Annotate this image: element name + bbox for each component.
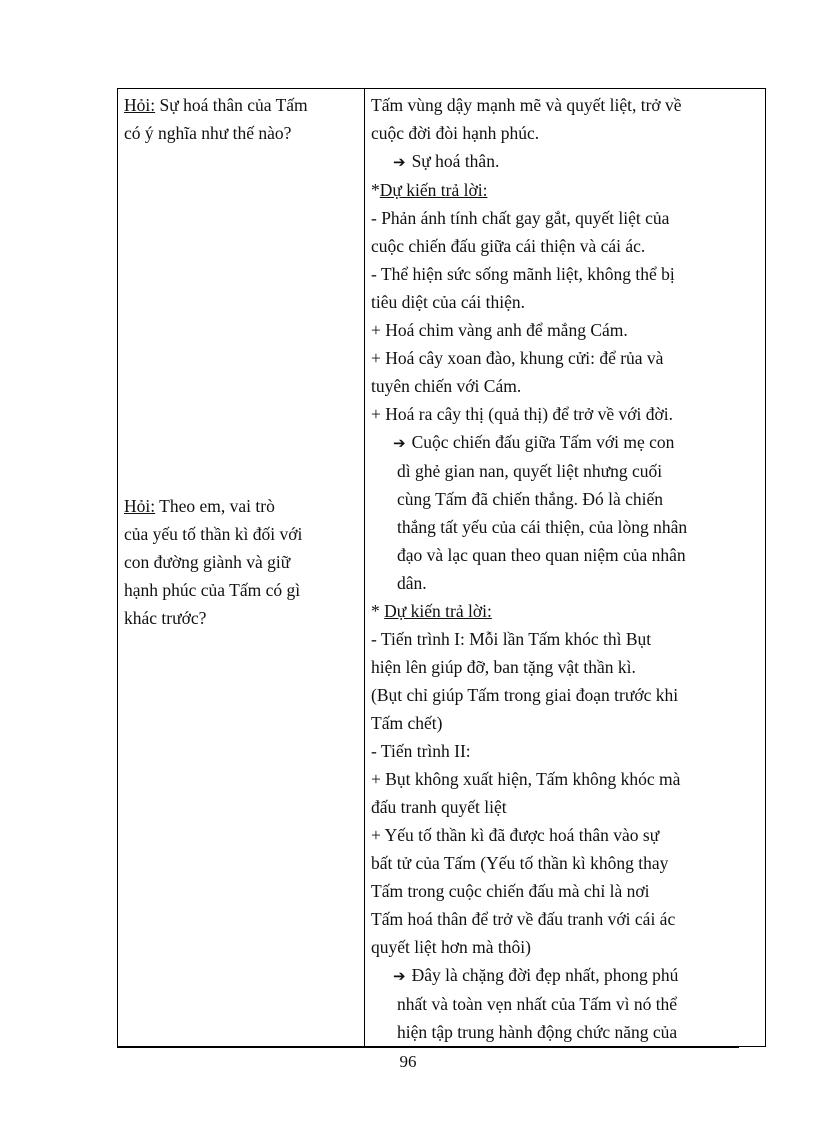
conclusion-text: Đây là chặng đời đẹp nhất, phong phú <box>411 965 679 985</box>
question-2-line-3: con đường giành và giữ <box>124 552 291 572</box>
asterisk-marker: * <box>371 601 385 621</box>
question-2-line-1 <box>124 492 358 520</box>
answer-line: + Hoá cây xoan đào, khung cửi: để rủa và <box>371 348 664 368</box>
page-number: 96 <box>399 1052 417 1071</box>
expected-answer-heading <box>371 597 759 625</box>
answer-column <box>365 89 766 1047</box>
answer-line: tiêu diệt của cái thiện. <box>371 292 526 312</box>
arrow-right-icon: ➔ <box>393 967 406 985</box>
arrow-right-icon: ➔ <box>393 153 406 171</box>
expected-answer-label: Dự kiến trả lời: <box>384 601 492 621</box>
question-column <box>118 89 365 1047</box>
answer-line: + Hoá ra cây thị (quả thị) để trở về với đời. <box>371 404 673 424</box>
question-1-line-2: có ý nghĩa như thế nào? <box>124 123 292 143</box>
question-2-line-2: của yếu tố thần kì đối với <box>124 524 303 544</box>
conclusion-line: nhất và toàn vẹn nhất của Tấm vì nó thể <box>397 994 678 1014</box>
question-2-line-5: khác trước? <box>124 608 207 628</box>
answer-line: quyết liệt hơn mà thôi) <box>371 937 531 957</box>
question-2-line-4: hạnh phúc của Tấm có gì <box>124 580 301 600</box>
conclusion-line: thắng tất yếu của cái thiện, của lòng nhân <box>397 517 688 537</box>
question-1-label: Hỏi: <box>124 95 156 115</box>
answer-line: + Hoá chim vàng anh để mắng Cám. <box>371 320 628 340</box>
answer-line: - Thể hiện sức sống mãnh liệt, không thể bị <box>371 264 675 284</box>
question-1-line-1 <box>124 91 358 119</box>
answer-line: - Phản ánh tính chất gay gắt, quyết liệt của <box>371 208 670 228</box>
answer-line: hiện lên giúp đỡ, ban tặng vật thần kì. <box>371 657 636 677</box>
conclusion-line: cùng Tấm đã chiến thắng. Đó là chiến <box>397 489 663 509</box>
conclusion-line <box>371 961 759 990</box>
arrow-right-icon: ➔ <box>393 434 406 452</box>
question-2-label: Hỏi: <box>124 496 156 516</box>
conclusion-line: dân. <box>397 573 427 593</box>
conclusion-text: Sự hoá thân. <box>411 151 500 171</box>
question-2-text: Theo em, vai trò <box>155 496 275 516</box>
conclusion-line: đạo và lạc quan theo quan niệm của nhân <box>397 545 686 565</box>
conclusion-line: hiện tập trung hành động chức năng của <box>397 1022 678 1042</box>
answer-line: bất tử của Tấm (Yếu tố thần kì không thay <box>371 853 669 873</box>
answer-line: (Bụt chỉ giúp Tấm trong giai đoạn trước khi <box>371 685 679 705</box>
table-row <box>118 89 766 1047</box>
footer-divider <box>117 1047 739 1048</box>
question-1-text: Sự hoá thân của Tấm <box>155 95 308 115</box>
conclusion-line <box>371 147 759 176</box>
conclusion-text: Cuộc chiến đấu giữa Tấm với mẹ con <box>411 432 675 452</box>
lesson-table <box>117 88 766 1047</box>
asterisk-marker: * <box>371 180 380 200</box>
answer-line: Tấm chết) <box>371 713 443 733</box>
answer-line: Tấm hoá thân để trở về đấu tranh với cái ác <box>371 909 676 929</box>
answer-line: tuyên chiến với Cám. <box>371 376 522 396</box>
conclusion-line: dì ghẻ gian nan, quyết liệt nhưng cuối <box>397 461 663 481</box>
answer-line: Tấm vùng dậy mạnh mẽ và quyết liệt, trở về <box>371 95 682 115</box>
answer-line: cuộc đời đòi hạnh phúc. <box>371 123 540 143</box>
answer-line: đấu tranh quyết liệt <box>371 797 507 817</box>
answer-line: Tấm trong cuộc chiến đấu mà chỉ là nơi <box>371 881 650 901</box>
answer-line: + Bụt không xuất hiện, Tấm không khóc mà <box>371 769 681 789</box>
conclusion-line <box>371 428 759 457</box>
answer-line: - Tiến trình I: Mỗi lần Tấm khóc thì Bụt <box>371 629 652 649</box>
answer-line: + Yếu tố thần kì đã được hoá thân vào sự <box>371 825 660 845</box>
answer-line: cuộc chiến đấu giữa cái thiện và cái ác. <box>371 236 646 256</box>
expected-answer-heading <box>371 176 759 204</box>
answer-line: - Tiến trình II: <box>371 741 471 761</box>
column-spacer <box>124 147 358 492</box>
expected-answer-label: Dự kiến trả lời: <box>379 180 488 200</box>
